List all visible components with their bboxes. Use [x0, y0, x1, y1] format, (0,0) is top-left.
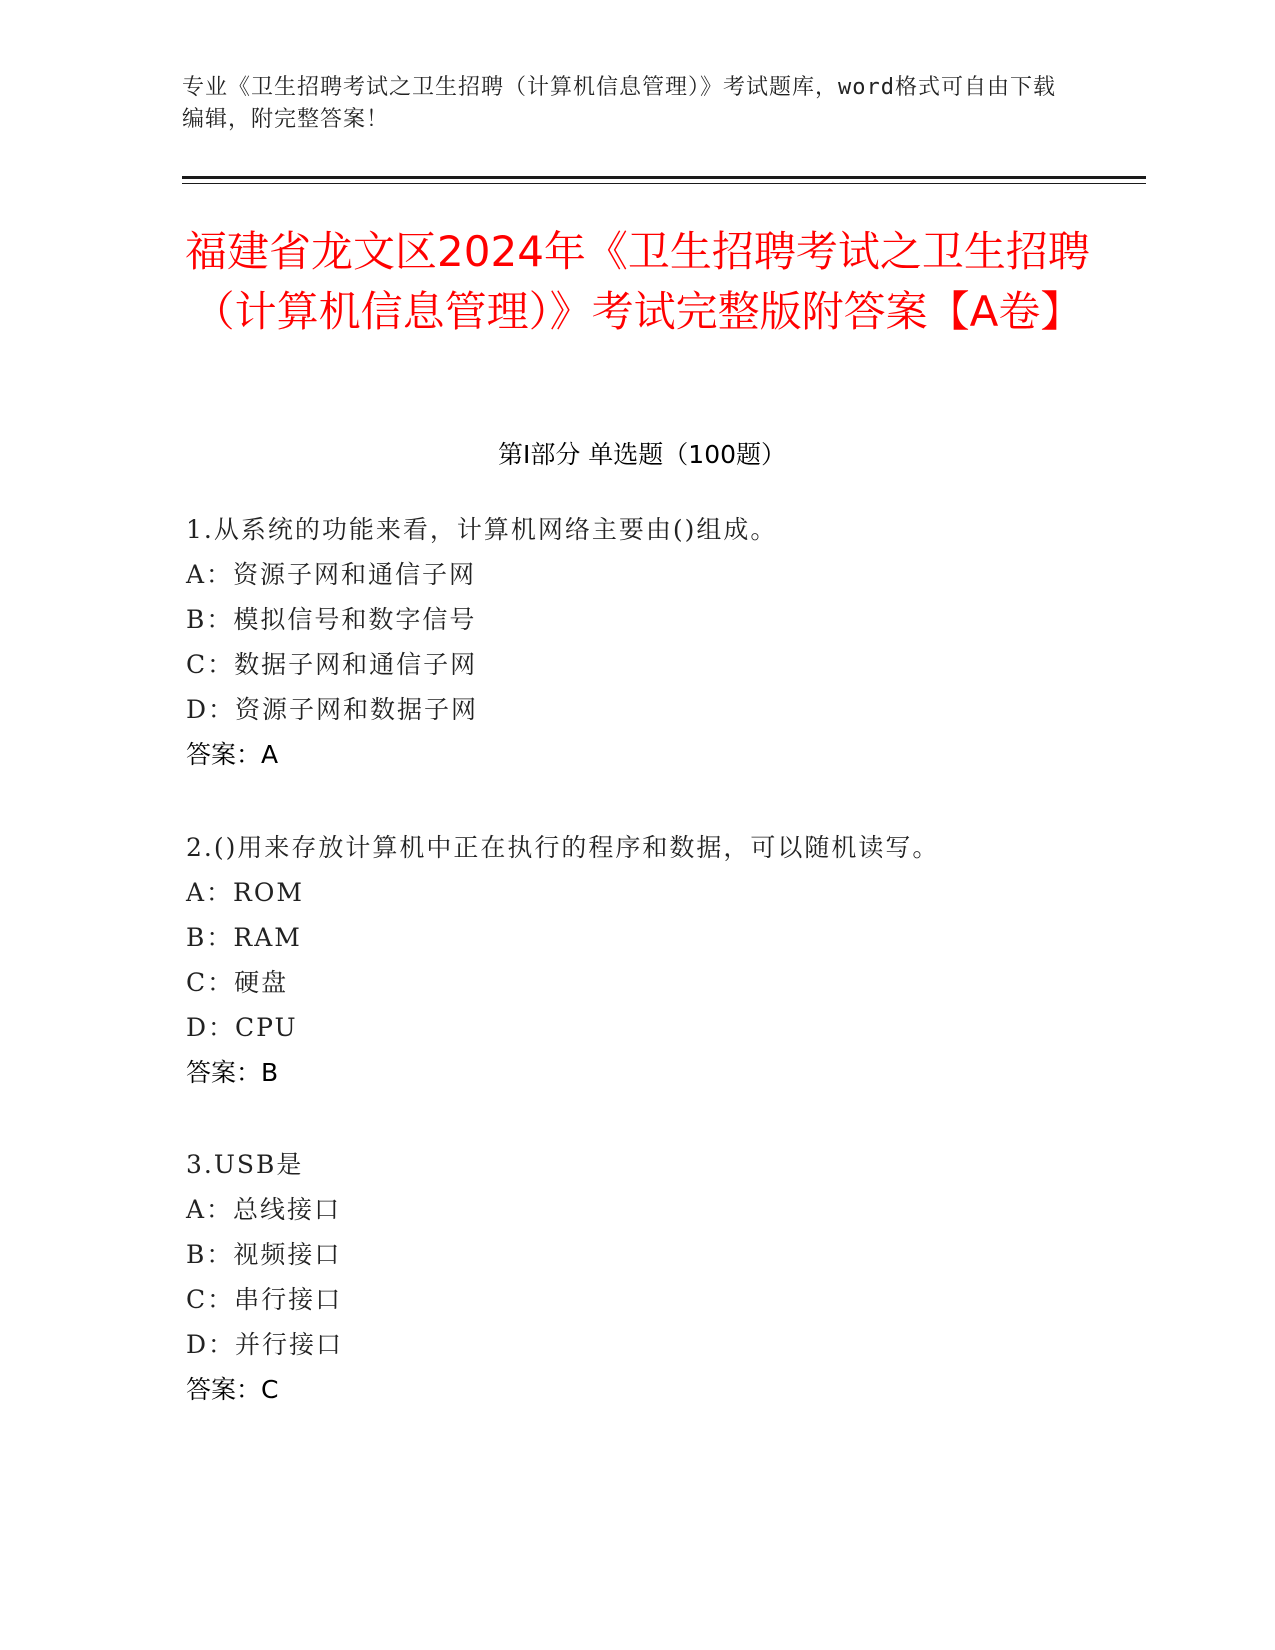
option-a: A：总线接口	[186, 1195, 342, 1224]
question-1	[186, 507, 1126, 777]
document-title: 福建省龙文区2024年《卫生招聘考试之卫生招聘（计算机信息管理）》考试完整版附答案【A卷】	[185, 227, 1090, 336]
option-a: A：资源子网和通信子网	[186, 560, 477, 589]
option-a: A：ROM	[186, 878, 304, 907]
question-2	[186, 825, 1126, 1095]
question-stem: 1.从系统的功能来看，计算机网络主要由()组成。	[186, 515, 778, 544]
answer: 答案：A	[186, 740, 279, 769]
answer: 答案：C	[186, 1375, 279, 1404]
header-rule-thick	[182, 176, 1146, 179]
option-c: C：数据子网和通信子网	[186, 650, 478, 679]
option-b: B：视频接口	[186, 1240, 342, 1269]
option-c: C：串行接口	[186, 1285, 343, 1314]
question-stem: 3.USB是	[186, 1150, 304, 1179]
section-title: 第Ⅰ部分 单选题（100题）	[497, 440, 787, 469]
option-d: D：CPU	[186, 1013, 298, 1042]
question-3	[186, 1142, 1126, 1412]
option-b: B：模拟信号和数字信号	[186, 605, 477, 634]
option-c: C：硬盘	[186, 968, 289, 997]
header-note: 专业《卫生招聘考试之卫生招聘（计算机信息管理）》考试题库，word格式可自由下载编辑，附完整答案！	[182, 75, 1056, 132]
option-d: D：并行接口	[186, 1330, 344, 1359]
question-stem: 2.()用来存放计算机中正在执行的程序和数据，可以随机读写。	[186, 833, 940, 862]
option-d: D：资源子网和数据子网	[186, 695, 479, 724]
option-b: B：RAM	[186, 923, 302, 952]
header-rule-thin	[182, 183, 1146, 184]
answer: 答案：B	[186, 1058, 279, 1087]
